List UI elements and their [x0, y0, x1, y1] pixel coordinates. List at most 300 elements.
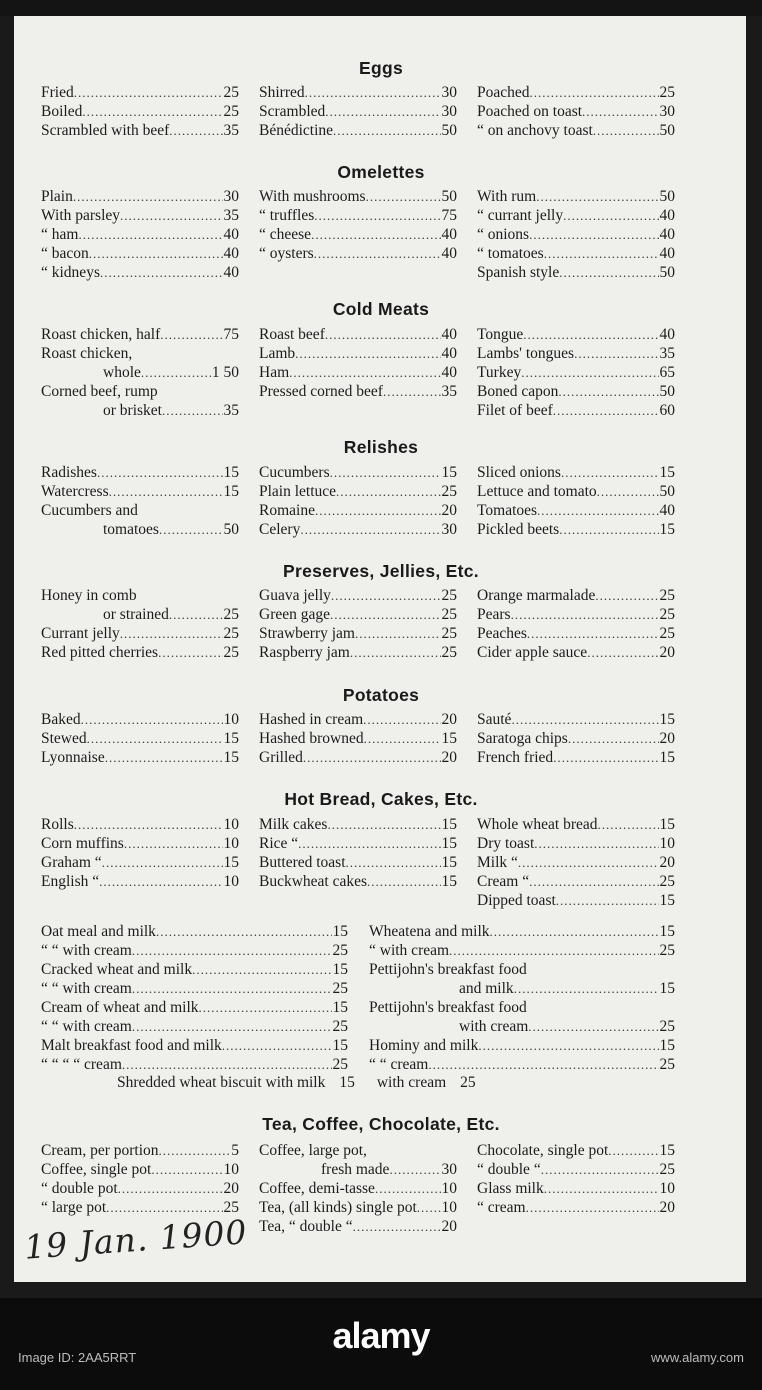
item-name: Tea, “ double “: [259, 1218, 353, 1235]
item-name: Cream of wheat and milk: [41, 999, 199, 1016]
item-name: Currant jelly: [41, 625, 120, 642]
item-name: Pettijohn's breakfast food: [369, 999, 527, 1016]
menu-item: [41, 401, 239, 420]
leader-dots: [162, 401, 223, 420]
leader-dots: [330, 605, 441, 624]
menu-item: [259, 1141, 457, 1160]
leader-dots: [383, 382, 441, 401]
item-price: 50: [441, 188, 457, 205]
item-price: 25: [223, 103, 239, 120]
item-price: 40: [441, 245, 457, 262]
item-price: 40: [441, 345, 457, 362]
item-price: 40: [659, 226, 675, 243]
leader-dots: [556, 891, 659, 910]
item-price: 10: [223, 835, 239, 852]
leader-dots: [608, 1141, 658, 1160]
item-name: Roast beef: [259, 326, 325, 343]
item-price: 20: [659, 1199, 675, 1216]
item-name: With parsley: [41, 207, 121, 224]
menu-item: [259, 834, 457, 853]
item-name: Poached on toast: [477, 103, 583, 120]
item-price: 40: [659, 245, 675, 262]
item-name: “ “ “ “ cream: [41, 1056, 122, 1073]
leader-dots: [364, 729, 441, 748]
menu-item: [477, 1141, 675, 1160]
item-price: 25: [659, 625, 675, 642]
menu-item: [259, 748, 457, 767]
item-name: Turkey: [477, 364, 522, 381]
menu-item: [41, 225, 239, 244]
item-name: Orange marmalade: [477, 587, 596, 604]
item-name: Dipped toast: [477, 892, 556, 909]
menu-item: [259, 1179, 457, 1198]
item-price: 15: [659, 711, 675, 728]
menu-item: [369, 941, 675, 960]
menu-column: [259, 815, 457, 891]
leader-dots: [120, 624, 223, 643]
item-name: “ cream: [477, 1199, 526, 1216]
leader-dots: [530, 83, 659, 102]
leader-dots: [350, 643, 441, 662]
menu-item: [259, 121, 457, 140]
leader-dots: [511, 605, 659, 624]
section-title-omelettes: Omelettes: [337, 162, 425, 182]
menu-item: [477, 382, 675, 401]
leader-dots: [598, 815, 659, 834]
leader-dots: [478, 1036, 658, 1055]
item-price: 50: [223, 521, 239, 538]
item-name: Raspberry jam: [259, 644, 350, 661]
item-price: 20: [659, 730, 675, 747]
item-price: 15: [659, 816, 675, 833]
item-price: 15: [223, 464, 239, 481]
menu-item: [369, 1036, 675, 1055]
menu-column: [41, 325, 239, 420]
item-price: 75: [223, 326, 239, 343]
item-name: Malt breakfast food and milk: [41, 1037, 222, 1054]
item-price: 15: [332, 961, 348, 978]
leader-dots: [518, 853, 659, 872]
leader-dots: [73, 187, 223, 206]
menu-item: [259, 344, 457, 363]
menu-item: [259, 206, 457, 225]
leader-dots: [156, 922, 332, 941]
leader-dots: [553, 401, 659, 420]
item-price: 15: [659, 923, 675, 940]
leader-dots: [336, 482, 440, 501]
item-price: 20: [441, 749, 457, 766]
image-id-label: Image ID: 2AA5RRT: [18, 1350, 137, 1365]
item-name: Milk “: [477, 854, 518, 871]
item-price: 35: [441, 383, 457, 400]
item-price: 20: [441, 1218, 457, 1235]
menu-item: [477, 624, 675, 643]
item-price: 10: [223, 1161, 239, 1178]
menu-column: [477, 187, 675, 282]
item-name: Hashed browned: [259, 730, 364, 747]
item-name: “ tomatoes: [477, 245, 544, 262]
menu-column: [477, 710, 675, 767]
leader-dots: [325, 102, 440, 121]
menu-item: [259, 501, 457, 520]
leader-dots: [82, 102, 222, 121]
menu-item: [259, 225, 457, 244]
handwritten-date: 19 Jan. 1900: [22, 1212, 249, 1267]
item-price: 20: [223, 1180, 239, 1197]
leader-dots: [124, 834, 223, 853]
item-price: 15: [441, 464, 457, 481]
leader-dots: [298, 834, 440, 853]
menu-item: [41, 102, 239, 121]
menu-item: [259, 815, 457, 834]
menu-item: [41, 187, 239, 206]
leader-dots: [346, 853, 441, 872]
menu-item: [259, 463, 457, 482]
item-name: “ bacon: [41, 245, 89, 262]
menu-item: [477, 325, 675, 344]
leader-dots: [558, 382, 658, 401]
menu-item: [41, 853, 239, 872]
item-price: 1 50: [211, 364, 239, 381]
item-name: Green gage: [259, 606, 330, 623]
item-price: 25: [441, 644, 457, 661]
leader-dots: [587, 643, 658, 662]
leader-dots: [367, 872, 440, 891]
menu-item: [477, 463, 675, 482]
item-price: 15: [659, 464, 675, 481]
item-price: 30: [441, 103, 457, 120]
leader-dots: [120, 206, 222, 225]
item-name: Boned capon: [477, 383, 559, 400]
item-name: Milk cakes: [259, 816, 328, 833]
menu-item: [259, 729, 457, 748]
item-price: 15: [223, 749, 239, 766]
section-title-cold-meats: Cold Meats: [332, 299, 430, 319]
menu-item: [41, 1055, 348, 1074]
menu-item: [41, 872, 239, 891]
leader-dots: [559, 520, 658, 539]
leader-dots: [582, 102, 658, 121]
leader-dots: [375, 1179, 441, 1198]
item-price: 25: [223, 84, 239, 101]
alamy-logo: alamy: [332, 1315, 430, 1356]
item-price: 15: [659, 749, 675, 766]
menu-item: [41, 922, 348, 941]
item-price: 50: [659, 188, 675, 205]
leader-dots: [74, 83, 223, 102]
leader-dots: [305, 83, 441, 102]
section-title-preserves: Preserves, Jellies, Etc.: [283, 561, 479, 581]
menu-item: [41, 1141, 239, 1160]
menu-item: [477, 815, 675, 834]
item-name: Coffee, demi-tasse: [259, 1180, 375, 1197]
menu-column: [477, 83, 675, 140]
leader-dots: [132, 941, 332, 960]
item-name: Fried: [41, 84, 74, 101]
menu-item: [41, 501, 239, 520]
menu-item: [259, 382, 457, 401]
menu-column: [41, 1141, 239, 1217]
menu-item: [41, 244, 239, 263]
item-name: Tongue: [477, 326, 524, 343]
item-price: 35: [223, 207, 239, 224]
leader-dots: [366, 187, 441, 206]
item-price: 50: [441, 122, 457, 139]
section-title-hot-bread: Hot Bread, Cakes, Etc.: [284, 789, 478, 809]
menu-column: [41, 922, 348, 1074]
item-price: 25: [223, 644, 239, 661]
item-name: Chocolate, single pot: [477, 1142, 609, 1159]
menu-item: [41, 1036, 348, 1055]
leader-dots: [199, 998, 332, 1017]
item-price: 10: [659, 1180, 675, 1197]
menu-item: [259, 605, 457, 624]
item-price: 10: [223, 873, 239, 890]
item-name: French fried: [477, 749, 554, 766]
item-price: 20: [441, 502, 457, 519]
item-name: Baked: [41, 711, 81, 728]
leader-dots: [353, 1217, 441, 1236]
menu-item: [477, 710, 675, 729]
leader-dots: [109, 482, 223, 501]
top-border: [0, 0, 762, 16]
menu-item: [369, 979, 675, 998]
section-title-potatoes: Potatoes: [342, 685, 420, 705]
menu-item: [477, 225, 675, 244]
leader-dots: [132, 979, 332, 998]
item-price: 15: [332, 1037, 348, 1054]
item-name: With rum: [477, 188, 537, 205]
menu-column: [259, 463, 457, 539]
leader-dots: [132, 1017, 332, 1036]
leader-dots: [100, 263, 223, 282]
menu-column: [259, 187, 457, 263]
item-name: Celery: [259, 521, 301, 538]
leader-dots: [222, 1036, 332, 1055]
menu-column: [259, 83, 457, 140]
menu-item: [259, 325, 457, 344]
item-name: and milk: [459, 980, 514, 997]
leader-dots: [527, 624, 659, 643]
item-name: “ currant jelly: [477, 207, 564, 224]
leader-dots: [159, 1141, 231, 1160]
menu-item: [41, 482, 239, 501]
item-price: 40: [223, 226, 239, 243]
menu-item: [259, 624, 457, 643]
item-name: “ with cream: [369, 942, 450, 959]
shredded-wheat-line: [117, 1073, 617, 1092]
item-name: Cream “: [477, 873, 530, 890]
item-price: 25: [223, 606, 239, 623]
item-name: Tea, (all kinds) single pot: [259, 1199, 417, 1216]
menu-column: [477, 325, 675, 420]
item-price: 25: [659, 1018, 675, 1035]
item-price: 25: [441, 587, 457, 604]
leader-dots: [99, 872, 222, 891]
menu-item: [41, 263, 239, 282]
leader-dots: [490, 922, 659, 941]
item-name: “ onions: [477, 226, 530, 243]
leader-dots: [169, 605, 223, 624]
menu-item: [259, 83, 457, 102]
item-price: 40: [659, 502, 675, 519]
item-price: 15: [223, 483, 239, 500]
item-name: “ double “: [477, 1161, 541, 1178]
menu-item: [41, 1160, 239, 1179]
leader-dots: [593, 121, 659, 140]
item-name: Cream, per portion: [41, 1142, 159, 1159]
menu-item: [41, 1017, 348, 1036]
menu-item: [41, 998, 348, 1017]
item-name: Red pitted cherries: [41, 644, 159, 661]
item-name: Tomatoes: [477, 502, 538, 519]
item-name: Oat meal and milk: [41, 923, 156, 940]
leader-dots: [544, 1179, 659, 1198]
menu-item: [477, 520, 675, 539]
menu-item: [477, 748, 675, 767]
leader-dots: [122, 1055, 332, 1074]
leader-dots: [159, 520, 223, 539]
item-name: Watercress: [41, 483, 109, 500]
item-price: 40: [659, 207, 675, 224]
item-name: Cider apple sauce: [477, 644, 588, 661]
item-price: 40: [223, 264, 239, 281]
item-price: 25: [659, 606, 675, 623]
leader-dots: [158, 643, 222, 662]
menu-item: [259, 586, 457, 605]
item-name: Whole wheat bread: [477, 816, 598, 833]
leader-dots: [325, 325, 441, 344]
item-name: Spanish style: [477, 264, 560, 281]
item-name: “ on anchovy toast: [477, 122, 593, 139]
item-price: 15: [339, 1074, 355, 1091]
item-name: “ “ with cream: [41, 980, 132, 997]
menu-column: [477, 1141, 675, 1217]
item-name: “ cheese: [259, 226, 312, 243]
item-price: 35: [659, 345, 675, 362]
leader-dots: [537, 501, 658, 520]
item-name: or brisket: [103, 402, 162, 419]
item-name: Grilled: [259, 749, 303, 766]
item-price: 50: [659, 483, 675, 500]
leader-dots: [523, 325, 658, 344]
item-name: Coffee, single pot: [41, 1161, 152, 1178]
menu-item: [477, 187, 675, 206]
item-name: “ “ with cream: [41, 1018, 132, 1035]
item-price: 30: [441, 1161, 457, 1178]
item-name: English “: [41, 873, 100, 890]
item-price: 25: [332, 1018, 348, 1035]
menu-column: [259, 710, 457, 767]
leader-dots: [536, 187, 658, 206]
item-name: Roast chicken,: [41, 345, 133, 362]
item-name: or strained: [103, 606, 169, 623]
menu-item: [369, 922, 675, 941]
leader-dots: [160, 325, 222, 344]
item-name: Lyonnaise: [41, 749, 105, 766]
leader-dots: [597, 482, 659, 501]
menu-item: [477, 853, 675, 872]
item-price: 20: [659, 644, 675, 661]
item-name: “ ham: [41, 226, 79, 243]
item-name: Hominy and milk: [369, 1037, 479, 1054]
leader-dots: [151, 1160, 222, 1179]
item-name: Lettuce and tomato: [477, 483, 597, 500]
item-price: 15: [223, 854, 239, 871]
item-name: Cucumbers and: [41, 502, 138, 519]
menu-item: [259, 187, 457, 206]
menu-item: [259, 482, 457, 501]
leader-dots: [314, 206, 440, 225]
item-price: 25: [659, 1056, 675, 1073]
leader-dots: [529, 872, 658, 891]
leader-dots: [105, 748, 223, 767]
item-price: 15: [659, 1142, 675, 1159]
leader-dots: [574, 344, 658, 363]
item-price: 25: [659, 873, 675, 890]
menu-item: [41, 206, 239, 225]
menu-item: [41, 520, 239, 539]
item-name: Pettijohn's breakfast food: [369, 961, 527, 978]
item-price: 30: [441, 84, 457, 101]
menu-item: [259, 872, 457, 891]
leader-dots: [529, 225, 658, 244]
item-name: “ large pot: [41, 1199, 107, 1216]
item-price: 25: [460, 1074, 476, 1091]
item-name: Lambs' tongues: [477, 345, 575, 362]
leader-dots: [97, 463, 223, 482]
item-name: Saratoga chips: [477, 730, 568, 747]
item-name: “ truffles: [259, 207, 315, 224]
menu-column: [41, 586, 239, 662]
item-name: Filet of beef: [477, 402, 553, 419]
item-price: 40: [441, 326, 457, 343]
menu-item: [369, 1055, 675, 1074]
item-price: 30: [659, 103, 675, 120]
site-url-label: www.alamy.com: [651, 1350, 744, 1365]
leader-dots: [74, 815, 223, 834]
menu-column: [41, 463, 239, 539]
item-name: “ oysters: [259, 245, 314, 262]
item-price: 25: [441, 606, 457, 623]
menu-item: [41, 586, 239, 605]
menu-item: [41, 941, 348, 960]
item-price: 15: [659, 1037, 675, 1054]
leader-dots: [417, 1198, 441, 1217]
leader-dots: [541, 1160, 659, 1179]
menu-item: [477, 872, 675, 891]
item-name: Scrambled with beef: [41, 122, 170, 139]
item-price: 40: [441, 364, 457, 381]
menu-item: [259, 710, 457, 729]
item-name: Rolls: [41, 816, 74, 833]
item-price: 50: [659, 122, 675, 139]
menu-item: [477, 501, 675, 520]
item-name: whole: [103, 364, 141, 381]
item-price: 15: [659, 521, 675, 538]
menu-item: [477, 244, 675, 263]
item-name: Pears: [477, 606, 511, 623]
leader-dots: [314, 244, 441, 263]
menu-item: [41, 605, 239, 624]
menu-column: [41, 815, 239, 891]
item-name: Honey in comb: [41, 587, 137, 604]
item-name: Corned beef, rump: [41, 383, 158, 400]
menu-item: [41, 960, 348, 979]
leader-dots: [192, 960, 331, 979]
menu-item: [41, 344, 239, 363]
item-name: Scrambled: [259, 103, 326, 120]
